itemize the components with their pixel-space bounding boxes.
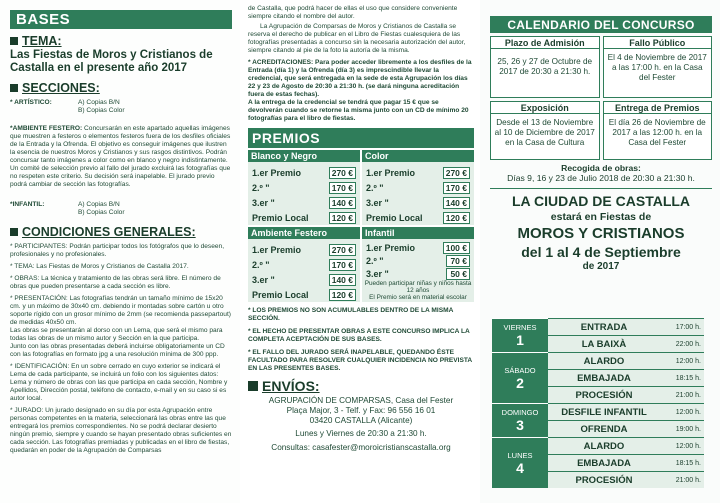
schedule-day: [492, 352, 704, 403]
event-time: 17:00 h.: [675, 323, 701, 331]
event-name: PROCESIÓN: [575, 474, 633, 486]
schedule-row: [548, 369, 704, 386]
prize-table-festero: Ambiente Festero 1.er Premio 270 € 2.º " 170 € 3.er " 140 € Premio Local 120 €: [248, 227, 360, 302]
event-time: 12:00 h.: [675, 442, 701, 450]
event-time: 18:15 h.: [675, 374, 701, 382]
premios-title: PREMIOS: [248, 128, 474, 148]
prize-row: 2.º " 70 €: [362, 254, 474, 267]
event-time: 19:00 h.: [675, 425, 701, 433]
artistico-section: * ARTÍSTICO: A) Copias B/N B) Copias Color: [10, 99, 125, 114]
event-name: LA BAIXÀ: [581, 338, 627, 350]
prize-table-bn: Blanco y Negro 1.er Premio 270 € 2.º " 170 € 3.er " 140 € Premio Local 120 €: [248, 150, 360, 225]
prize-row: Premio Local 120 €: [362, 210, 474, 225]
secciones-heading: SECCIONES:: [10, 81, 232, 95]
cond-participantes: * PARTICIPANTES: Podrán participar todos los fotógrafos que lo deseen, profesionales y no profesionales.: [10, 243, 225, 258]
day-label: DOMINGO 3: [492, 403, 548, 437]
day-label: SÁBADO 2: [492, 352, 548, 403]
schedule-day: [492, 318, 704, 352]
prize-row: 2.º " 170 €: [248, 257, 360, 272]
prize-row: 1.er Premio 270 €: [248, 242, 360, 257]
prize-row: 2.º " 170 €: [362, 180, 474, 195]
event-time: 18:15 h.: [675, 459, 701, 467]
premios-column: [240, 0, 480, 503]
infantil-note-2: El Premio será en material escolar: [369, 294, 467, 301]
event-time: 12:00 h.: [675, 357, 701, 365]
schedule-row: [548, 471, 704, 488]
note-fallo: * EL FALLO DEL JURADO SERÁ INAPELABLE, QUEDANDO ÉSTE FACULTADO PARA RESOLVER CUALQUIER INCIDENCIA NO PREVISTA EN LAS PRESENTES BASES.: [248, 349, 472, 372]
cond-jurado: * JURADO: Un jurado designado en su día por esta Agrupación entre personas competentes en la materia, seleccionará las obras entre las que entregará los premios correspondientes. No se podrá declarar desierto ningún premio, siempre y cuando se hayan presentado obras suficientes en cada sección. Las fotografías premiadas y publicadas en el libro de fiestas, quedarán en poder de la Agrupación de Comparsas: [10, 407, 232, 454]
envios-address: AGRUPACIÓN DE COMPARSAS, Casa del Fester Plaça Major, 3 - Telf. y Fax: 96 556 16 01 03420 CASTALLA (Alicante) Lunes y Viernes de 20:30 a 21:30 h. Consultas: casafester@moroicristianscastalla.org: [248, 396, 474, 453]
schedule-day: [492, 403, 704, 437]
condiciones-heading: CONDICIONES GENERALES:: [10, 225, 232, 239]
calendar-grid: [490, 36, 712, 160]
schedule-row: [548, 437, 704, 454]
cond-identificacion: * IDENTIFICACIÓN: En un sobre cerrado en cuyo exterior se indicará el Lema de cada participante, se incluirá un folio con los siguientes datos: Lema y número de obras con las que participa en cada sección, Nombre y Apellidos, Dirección postal, teléfono de contacto, e-mail y en su caso si es autor local.: [10, 363, 228, 402]
recogida-box: Recogida de obras: Días 9, 16 y 23 de Julio 2018 de 20:30 a 21:30 h.: [507, 163, 695, 183]
infantil-section: *INFANTIL: A) Copias B/N B) Copias Color: [10, 201, 125, 216]
schedule-row: [548, 403, 704, 420]
event-name: ALARDO: [583, 355, 625, 367]
infantil-note: Pueden participar niñas y niños hasta 12 años: [364, 280, 472, 294]
event-name: EMBAJADA: [577, 457, 631, 469]
schedule-row: [548, 454, 704, 471]
prize-row: 3.er " 50 €: [362, 267, 474, 280]
schedule-row: [548, 352, 704, 369]
prize-row: 1.er Premio 270 €: [248, 165, 360, 180]
event-name: PROCESIÓN: [575, 389, 633, 401]
cond-presentacion-3: Junto con las obras presentadas deberá incluirse obligatoriamente un CD con las fotografías en formato jpg a una resolución mínima de 300 ppp.: [10, 343, 225, 358]
schedule-row: [548, 318, 704, 335]
bases-column: [0, 0, 240, 503]
prize-row: 2.º " 170 €: [248, 180, 360, 195]
acreditaciones-text-2: A la entrega de la credencial se tendrá que pagar 15 € que se devolverán cuando se retorne la misma junto con un CD de mínimo 20 fotografías para el libro de fiestas.: [248, 99, 469, 122]
cond-tema: * TEMA: Las Fiestas de Moros y Cristianos de Castalla 2017.: [10, 263, 189, 270]
prize-row: 1.er Premio 100 €: [362, 241, 474, 254]
prize-row: 3.er " 140 €: [248, 195, 360, 210]
event-name: DESFILE INFANTIL: [561, 406, 647, 418]
schedule-row: [548, 386, 704, 403]
day-label: VIERNES 1: [492, 318, 548, 352]
exposicion-box: Exposición Desde el 13 de Noviembre al 10 de Diciembre de 2017 en la Casa de Cultura: [490, 101, 600, 160]
note-acumulables: * LOS PREMIOS NO SON ACUMULABLES DENTRO DE LA MISMA SECCIÓN.: [248, 307, 454, 322]
continued-text: de Castalla, que podrá hacer de ellas el uso que considere conveniente siempre citando el nombre del autor.: [248, 5, 458, 20]
prize-row: 3.er " 140 €: [362, 195, 474, 210]
acreditaciones-text: * ACREDITACIONES: Para poder acceder libremente a los desfiles de la Entrada (día 1) y la Ofrenda (día 3) es imprescindible llevar la credencial, que será entregada en la sede de esta Agrupación los días 22 y 23 de Agosto de 20:30 a 21:30 h. (se dará ninguna acreditación fuera de estas fechas).: [248, 59, 472, 98]
event-time: 22:00 h.: [675, 340, 701, 348]
square-icon: [10, 37, 18, 45]
premios-grid: [248, 150, 474, 302]
prize-row: 3.er " 140 €: [248, 272, 360, 287]
note-aceptacion: * EL HECHO DE PRESENTAR OBRAS A ESTE CONCURSO IMPLICA LA COMPLETA ACEPTACIÓN DE SUS BASES.: [248, 328, 470, 343]
square-icon: [10, 84, 18, 92]
event-name: OFRENDA: [580, 423, 628, 435]
envios-heading: ENVÍOS:: [248, 378, 474, 394]
square-icon: [248, 381, 258, 391]
bases-title: BASES: [10, 10, 232, 29]
contact-email: Consultas: casafester@moroicristianscastalla.org: [271, 443, 451, 452]
tema-text: Las Fiestas de Moros y Cristianos de Castalla en el presente año 2017: [10, 49, 213, 74]
prize-row: Premio Local 120 €: [248, 210, 360, 225]
square-icon: [10, 228, 18, 236]
schedule-day: [492, 437, 704, 488]
event-time: 21:00 h.: [675, 391, 701, 399]
prize-table-color: Color 1.er Premio 270 € 2.º " 170 € 3.er " 140 € Premio Local 120 €: [362, 150, 474, 225]
event-name: ENTRADA: [580, 321, 628, 333]
event-time: 12:00 h.: [675, 408, 701, 416]
day-label: LUNES 4: [492, 437, 548, 488]
schedule-row: [548, 335, 704, 352]
festero-section: *AMBIENTE FESTERO: Concursarán en este apartado aquellas imágenes que muestren a festeros o elementos festeros fuera de los desfiles oficiales de la Entrada y la Ofrenda. El objetivo es conseguir imágenes que ilustren la esencia de nuestros Moros y Cristianos y sus rasgos distintivos. Podrán concursar tanto imágenes a color como en blanco y negro indistintamente. Un comité de selección previo al fallo del jurado excluirá las fotografías que no respeten este criterio. Su decisión será inapelable. El jurado previo podrá cambiar de sección las fotografías.: [10, 125, 231, 188]
tema-heading: TEMA:: [10, 34, 232, 48]
cond-obras: * OBRAS: La técnica y tratamiento de las obras será libre. El número de obras que pueden presentarse a cada sección es libre.: [10, 275, 221, 290]
cond-presentacion: * PRESENTACIÓN: Las fotografías tendrán un tamaño mínimo de 15x20 cm. y un máximo de 30x40 cm. debiendo ir montadas sobre cartón u otro soporte rígido con un grosor mínimo de 2mm (se recomienda passepartout) de medidas 40x50 cm.: [10, 295, 231, 326]
entrega-box: Entrega de Premios El día 26 de Noviembre de 2017 a las 12:00 h. en la Casa del Fester: [603, 101, 713, 160]
schedule-row: [548, 420, 704, 437]
admision-box: Plazo de Admisión 25, 26 y 27 de Octubre de 2017 de 20:30 a 21:30 h.: [490, 36, 600, 98]
fiestas-schedule: [492, 318, 704, 488]
publication-text: La Agrupación de Comparsas de Moros y Cristianos de Castalla se reserva el derecho de publicar en el Libro de Fiestas cualesquiera de las fotografías presentadas a concurso sin la necesaria autorización del autor, siempre citando al pie de la foto la autoría de la misma.: [248, 23, 466, 54]
event-name: ALARDO: [583, 440, 625, 452]
cond-presentacion-2: Las obras se presentarán al dorso con un Lema, que será el mismo para todas las obras de un mismo autor y Sección en la que participa.: [10, 327, 223, 342]
fallo-box: Fallo Público El 4 de Noviembre de 2017 a las 17:00 h. en la Casa del Fester: [603, 36, 713, 98]
prize-row: 1.er Premio 270 €: [362, 165, 474, 180]
event-name: EMBAJADA: [577, 372, 631, 384]
calendario-title: CALENDARIO DEL CONCURSO: [490, 16, 712, 33]
fiestas-announcement: LA CIUDAD DE CASTALLA estará en Fiestas de MOROS Y CRISTIANOS del 1 al 4 de Septiembre de 2017: [490, 188, 712, 273]
prize-row: Premio Local 120 €: [248, 287, 360, 302]
event-time: 21:00 h.: [675, 476, 701, 484]
prize-table-infantil: Infantil 1.er Premio 100 € 2.º " 70 € 3.er " 50 € Pueden participar niñas y niños hasta 12 años El Premio será en material escolar: [362, 227, 474, 302]
